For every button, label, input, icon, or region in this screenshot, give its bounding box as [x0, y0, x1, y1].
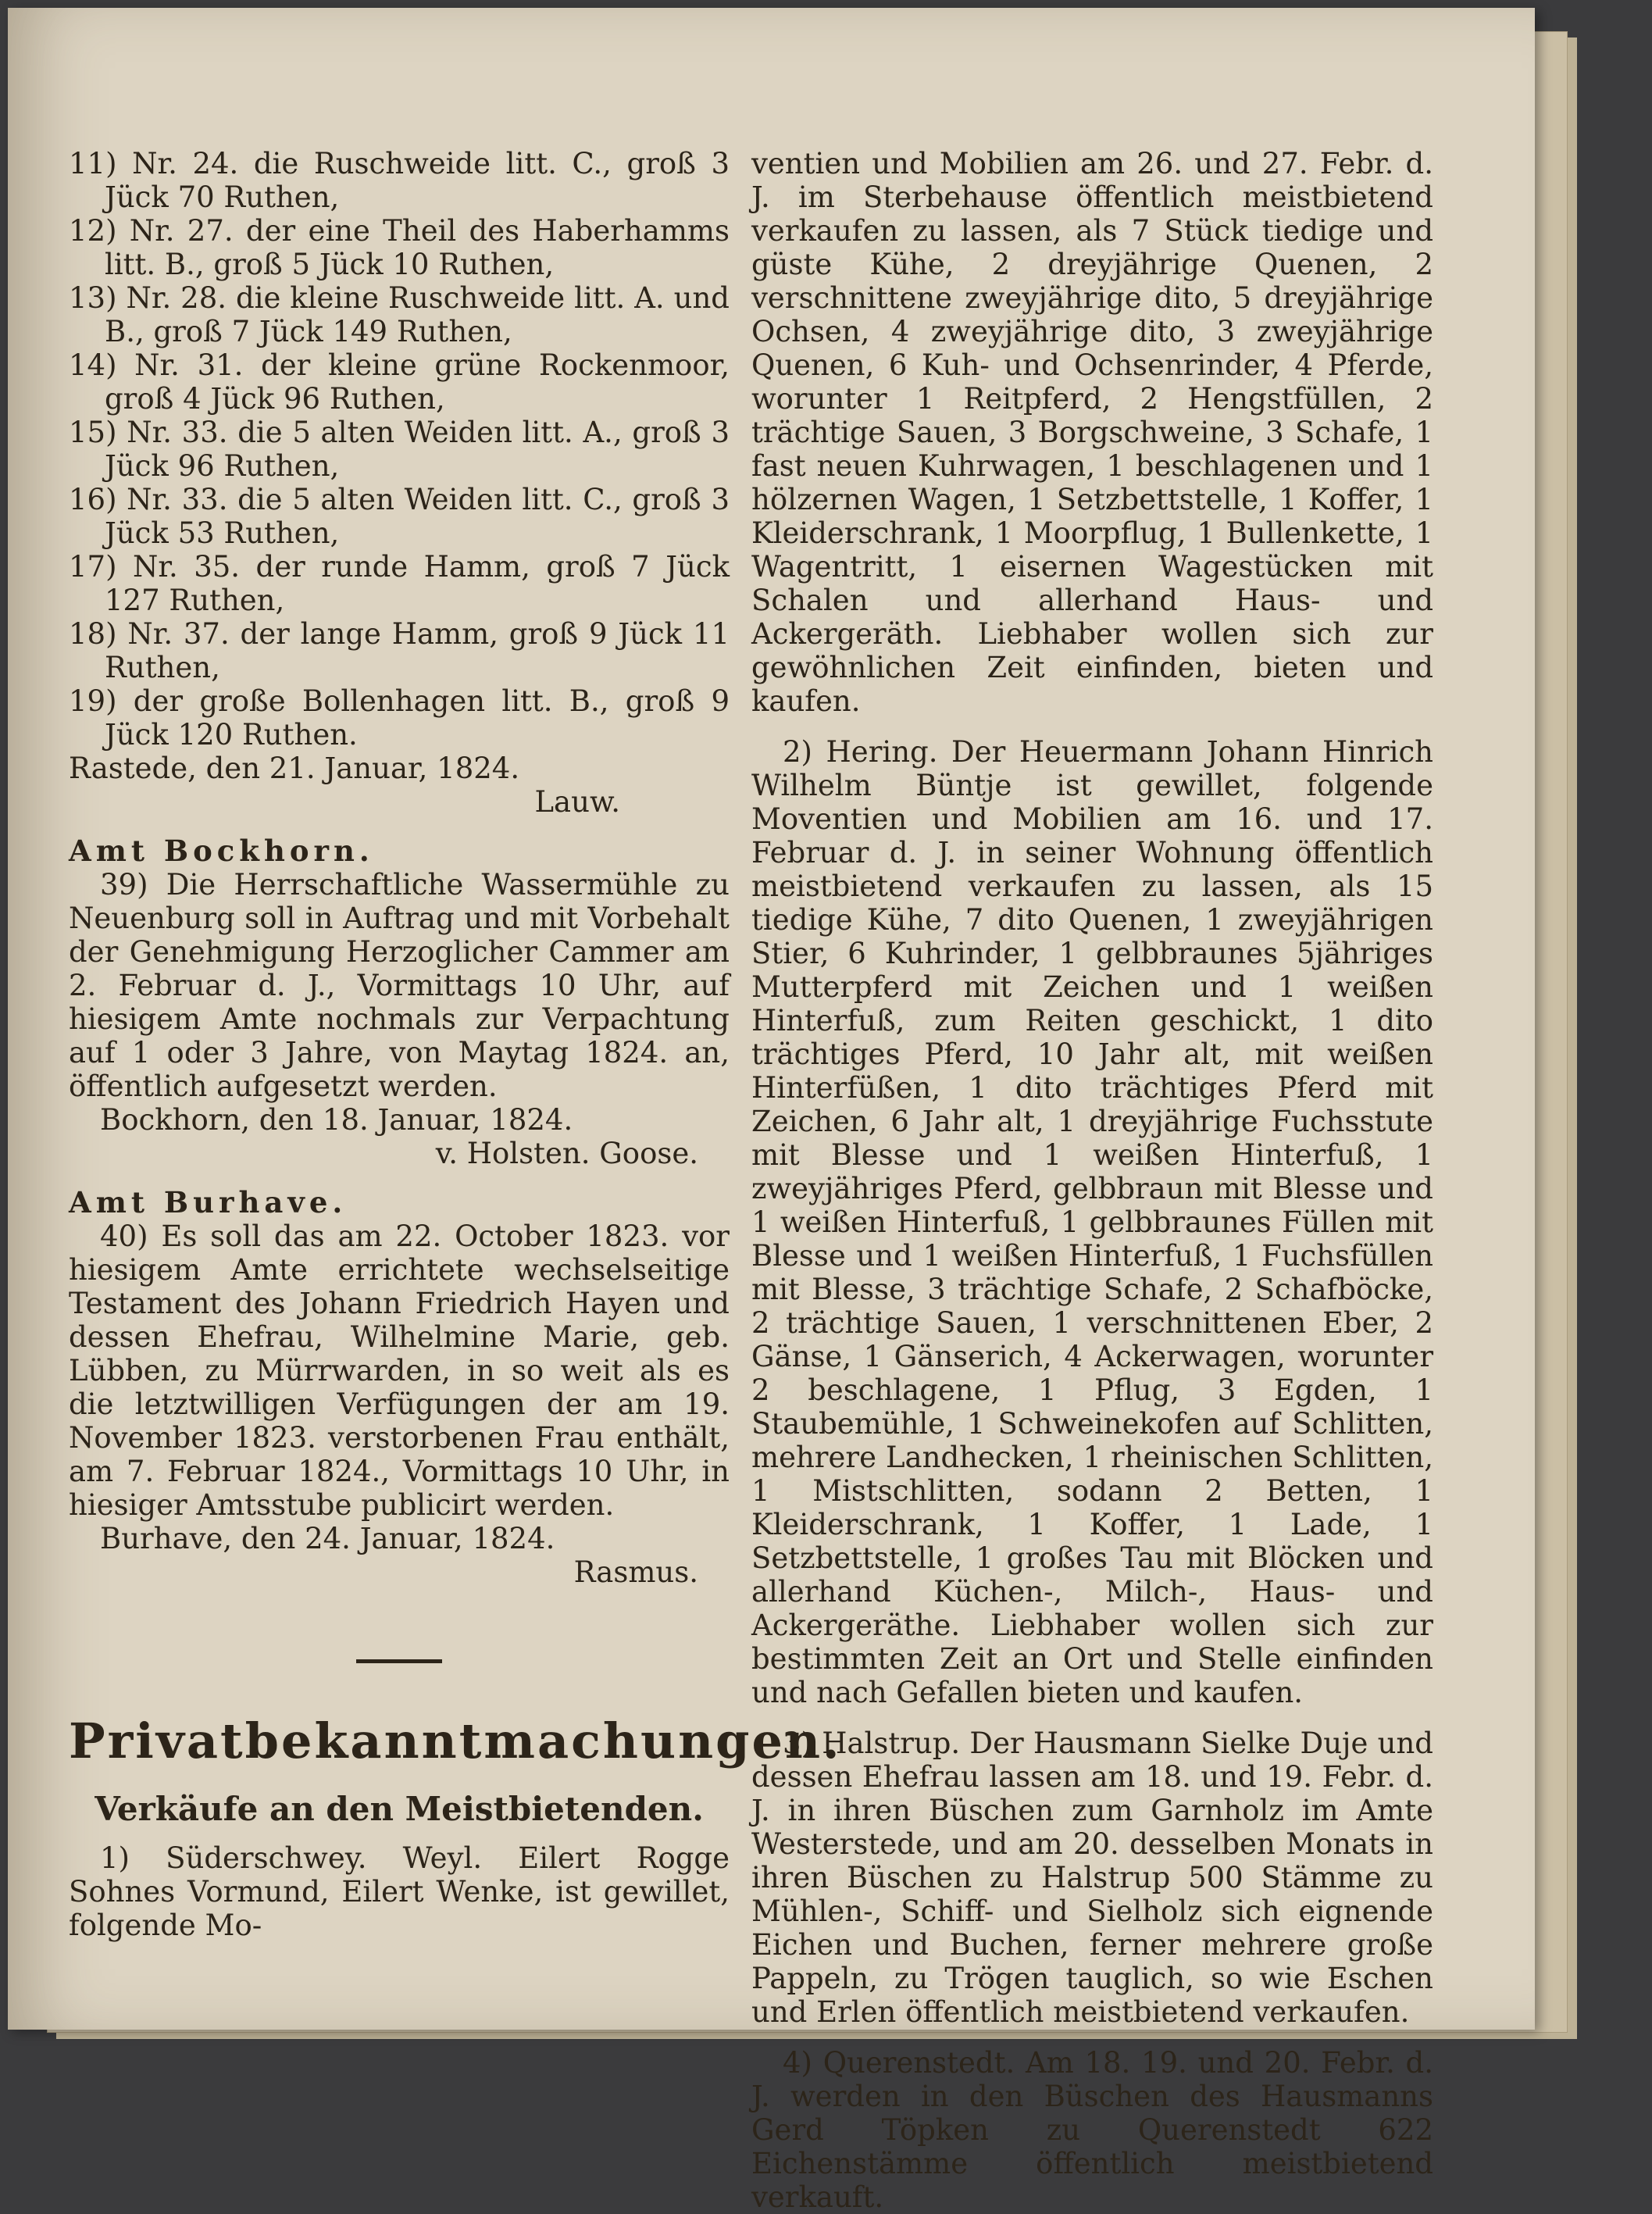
section-heading-amt-burhave: Amt Burhave. [69, 1185, 348, 1219]
notice-text: 1) Süderschwey. Weyl. Eilert Rogge Sohnes Vormund, Eilert Wenke, ist gewillet, folgende Mo- [69, 1841, 730, 1942]
signature: Lauw. [534, 785, 620, 819]
list-item: 18) Nr. 37. der lange Hamm, groß 9 Jück 11 Ruthen, [69, 617, 730, 684]
notice-text: 40) Es soll das am 22. October 1823. vor hiesigem Amte errichtete wechselseitige Testament des Johann Friedrich Hayen und dessen Ehefrau, Wilhelmine Marie, geb. Lübben, zu Mürrwarden, in so weit als es die letztwilligen Verfügungen der am 19. November 1823. verstorbenen Frau enthält, am 7. Februar 1824., Vormittags 10 Uhr, in hiesiger Amtsstube publicirt werden. [69, 1219, 730, 1522]
right-column [751, 147, 1433, 2214]
private-announcements-heading: Privatbekanntmachungen. [69, 1712, 842, 1769]
section-divider [356, 1659, 442, 1663]
list-item: 11) Nr. 24. die Ruschweide litt. C., groß 3 Jück 70 Ruthen, [69, 147, 730, 214]
newspaper-page [8, 8, 1535, 2214]
section-heading-amt-bockhorn: Amt Bockhorn. [69, 834, 374, 868]
notice-text: 3) Halstrup. Der Hausmann Sielke Duje und dessen Ehefrau lassen am 18. und 19. Febr. d. J. in ihren Büschen zum Garnholz im Amte Westerstede, und am 20. desselben Monats in ihren Büschen zu Halstrup 500 Stämme zu Mühlen-, Schiff- und Sielholz sich eignende Eichen und Buchen, ferner mehrere große Pappeln, zu Trögen tauglich, so wie Eschen und Erlen öffentlich meistbietend verkaufen. [751, 1727, 1433, 2029]
list-item: 19) der große Bollenhagen litt. B., groß 9 Jück 120 Ruthen. [69, 684, 730, 752]
dateline: Bockhorn, den 18. Januar, 1824. [100, 1103, 573, 1137]
notice-text: 39) Die Herrschaftliche Wassermühle zu Neuenburg soll in Auftrag und mit Vorbehalt der Genehmigung Herzoglicher Cammer am 2. Februar d. J., Vormittags 10 Uhr, auf hiesigem Amte nochmals zur Verpachtung auf 1 oder 3 Jahre, von Maytag 1824. an, öffentlich aufgesetzt werden. [69, 868, 730, 1103]
left-column [69, 147, 842, 1942]
list-item: 14) Nr. 31. der kleine grüne Rockenmoor, groß 4 Jück 96 Ruthen, [69, 348, 730, 416]
sales-subheading: Verkäufe an den Meistbietenden. [95, 1790, 704, 1828]
list-item: 17) Nr. 35. der runde Hamm, groß 7 Jück 127 Ruthen, [69, 550, 730, 617]
signature: Rasmus. [573, 1555, 698, 1589]
notice-text: ventien und Mobilien am 26. und 27. Febr. d. J. im Sterbehause öffentlich meistbietend verkaufen zu lassen, als 7 Stück tiedige und güste Kühe, 2 dreyjährige Quenen, 2 verschnittene zweyjährige dito, 5 dreyjährige Ochsen, 4 zweyjährige dito, 3 zweyjährige Quenen, 6 Kuh- und Ochsenrinder, 4 Pferde, worunter 1 Reitpferd, 2 Hengstfüllen, 2 trächtige Sauen, 3 Borgschweine, 3 Schafe, 1 fast neuen Kuhrwagen, 1 beschlagenen und 1 hölzernen Wagen, 1 Setzbettstelle, 1 Koffer, 1 Kleiderschrank, 1 Moorpflug, 1 Bullenkette, 1 Wagentritt, 1 eisernen Wagestücken mit Schalen und allerhand Haus- und Ackergeräth. Liebhaber wollen sich zur gewöhnlichen Zeit einfinden, bieten und kaufen. [751, 147, 1433, 718]
dateline: Rastede, den 21. Januar, 1824. [69, 752, 520, 785]
list-item: 15) Nr. 33. die 5 alten Weiden litt. A., groß 3 Jück 96 Ruthen, [69, 416, 730, 483]
list-item: 13) Nr. 28. die kleine Ruschweide litt. A. und B., groß 7 Jück 149 Ruthen, [69, 281, 730, 348]
dateline: Burhave, den 24. Januar, 1824. [100, 1522, 555, 1555]
list-item: 12) Nr. 27. der eine Theil des Haberhamms litt. B., groß 5 Jück 10 Ruthen, [69, 214, 730, 281]
signature: v. Holsten. Goose. [435, 1137, 698, 1170]
notice-text: 4) Querenstedt. Am 18. 19. und 20. Febr. d. J. werden in den Büschen des Hausmanns Gerd Töpken zu Querenstedt 622 Eichenstämme öffentlich meistbietend verkauft. [751, 2046, 1433, 2214]
list-item: 16) Nr. 33. die 5 alten Weiden litt. C., groß 3 Jück 53 Ruthen, [69, 483, 730, 550]
notice-text: 2) Hering. Der Heuermann Johann Hinrich Wilhelm Büntje ist gewillet, folgende Moventien und Mobilien am 16. und 17. Februar d. J. in seiner Wohnung öffentlich meistbietend verkaufen zu lassen, als 15 tiedige Kühe, 7 dito Quenen, 1 zweyjährigen Stier, 6 Kuhrinder, 1 gelbbraunes 5jähriges Mutterpferd mit Zeichen und 1 weißen Hinterfuß, zum Reiten geschickt, 1 dito trächtiges Pferd, 10 Jahr alt, mit weißen Hinterfüßen, 1 dito trächtiges Pferd mit Zeichen, 6 Jahr alt, 1 dreyjährige Fuchsstute mit Blesse und 1 weißen Hinterfuß, 1 zweyjähriges Pferd, gelbbraun mit Blesse und 1 weißen Hinterfuß, 1 gelbbraunes Füllen mit Blesse und 1 weißen Hinterfuß, 1 Fuchsfüllen mit Blesse, 3 trächtige Schafe, 2 Schafböcke, 2 trächtige Sauen, 1 verschnittenen Eber, 2 Gänse, 1 Gänserich, 4 Ackerwagen, worunter 2 beschlagene, 1 Pflug, 3 Egden, 1 Staubemühle, 1 Schweinekofen auf Schlitten, mehrere Landhecken, 1 rheinischen Schlitten, 1 Mistschlitten, sodann 2 Betten, 1 Kleiderschrank, 1 Koffer, 1 Lade, 1 Setzbettstelle, 1 großes Tau mit Blöcken und allerhand Küchen-, Milch-, Haus- und Ackergeräthe. Liebhaber wollen sich zur bestimmten Zeit an Ort und Stelle einfinden und nach Gefallen bieten und kaufen. [751, 735, 1433, 1709]
